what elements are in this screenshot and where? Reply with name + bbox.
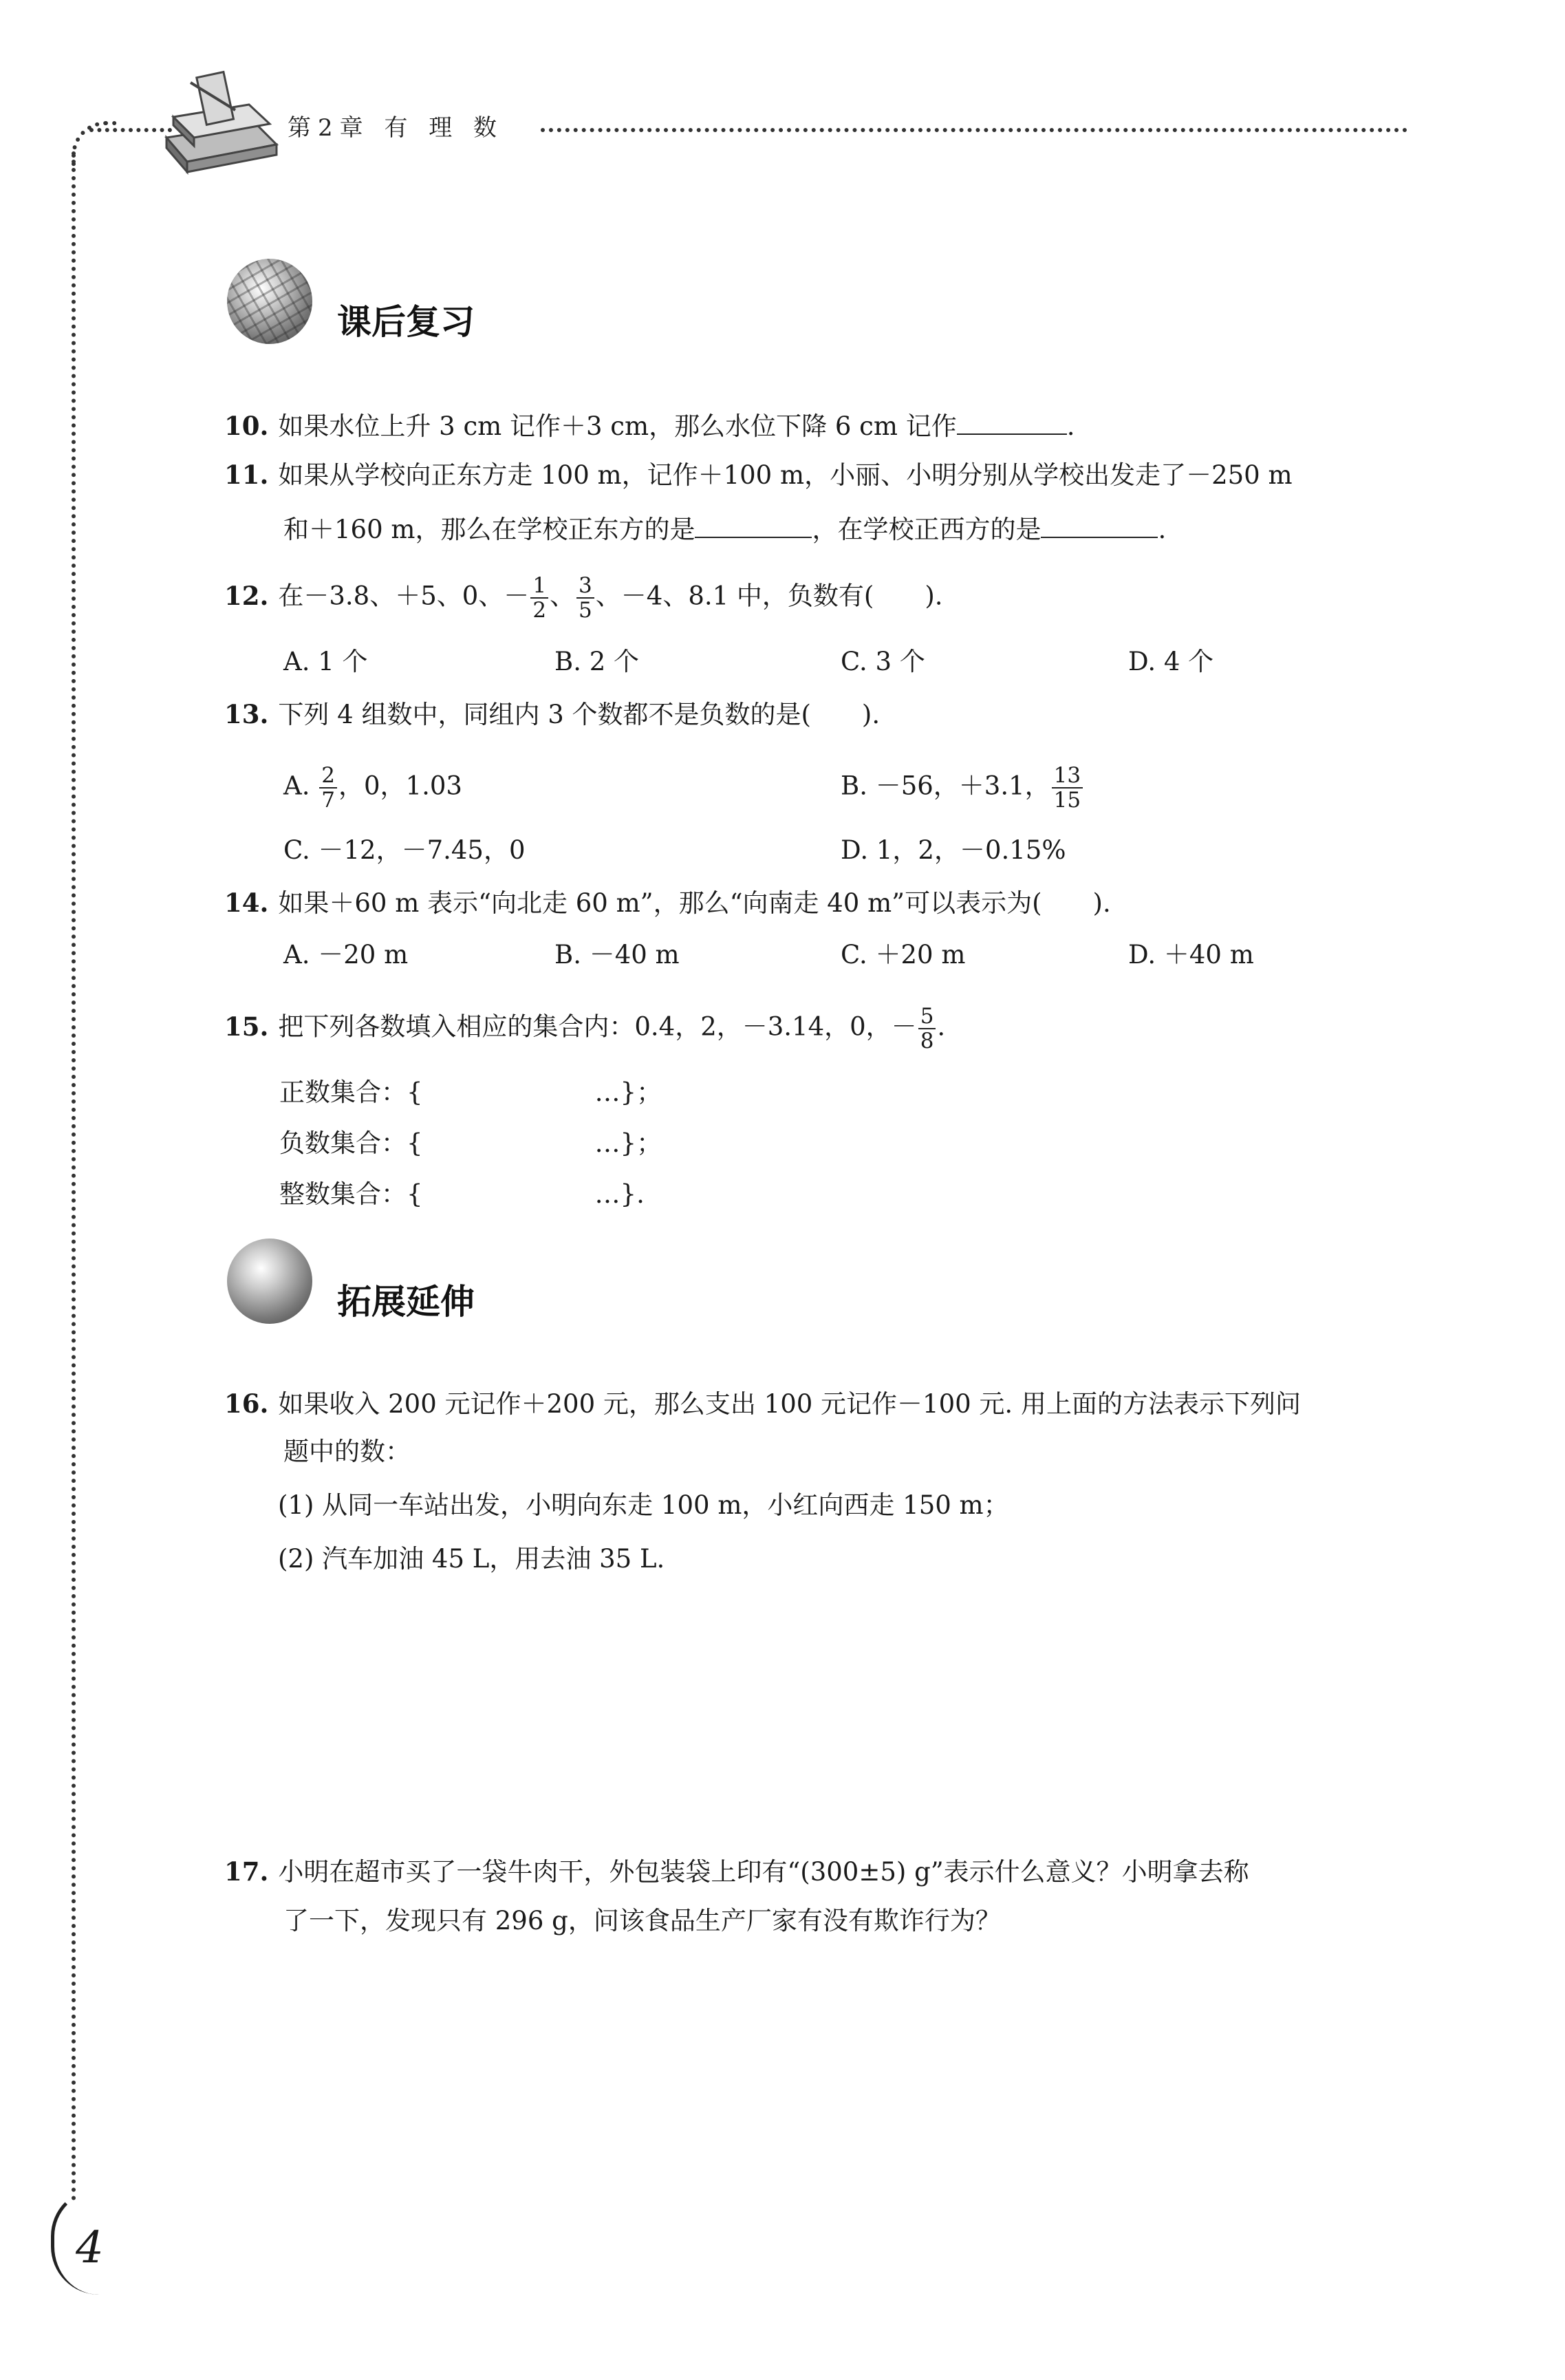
set-label: 整数集合：{ — [279, 1179, 423, 1209]
denominator: 5 — [579, 598, 592, 623]
question-text: 在－3.8、＋5、0、－ — [278, 581, 530, 611]
set-ellipsis: …}； — [594, 1128, 662, 1158]
question-number: 16. — [224, 1389, 269, 1419]
option-a[interactable] — [283, 764, 462, 812]
margin-dotted-corner — [72, 121, 117, 167]
section-globe-icon — [227, 1239, 312, 1324]
section-title-review: 课后复习 — [337, 302, 475, 342]
question-text: 如果收入 200 元记作＋200 元，那么支出 100 元记作－100 元. 用上面的方法表示下列问 — [278, 1389, 1301, 1419]
question-12 — [224, 574, 943, 622]
question-11 — [224, 455, 1293, 495]
option-b[interactable] — [841, 764, 1084, 812]
question-text: 如果水位上升 3 cm 记作＋3 cm，那么水位下降 6 cm 记作 — [278, 411, 957, 441]
denominator: 15 — [1053, 788, 1081, 813]
fraction — [530, 574, 548, 622]
option-d[interactable]: D. 1，2，－0.15% — [841, 835, 1066, 865]
question-number: 10. — [224, 411, 269, 441]
book-stack-logo-icon — [153, 69, 283, 179]
section-title-extension: 拓展延伸 — [337, 1282, 475, 1322]
denominator: 8 — [920, 1029, 934, 1053]
question-text: 和＋160 m，那么在学校正东方的是 — [283, 515, 695, 544]
numerator: 2 — [319, 764, 337, 789]
option-b[interactable]: B. 2 个 — [554, 647, 640, 676]
option-b[interactable]: B. －40 m — [554, 940, 680, 969]
question-14 — [224, 883, 1111, 923]
question-text: 小明在超市买了一袋牛肉干，外包装袋上印有“(300±5) g”表示什么意义？小明拿去称 — [278, 1857, 1249, 1887]
option-c[interactable]: C. ＋20 m — [841, 940, 966, 969]
answer-blank[interactable] — [1041, 509, 1158, 538]
question-15 — [224, 1005, 945, 1053]
fraction — [576, 574, 594, 622]
set-negative — [279, 1124, 662, 1163]
question-number: 11. — [224, 460, 269, 490]
option-a[interactable]: A. －20 m — [283, 940, 409, 969]
numerator: 3 — [576, 574, 594, 599]
option-text: B. －56，＋3.1， — [841, 771, 1050, 801]
question-number: 12. — [224, 580, 269, 611]
question-text: ，在学校正西方的是 — [812, 515, 1041, 544]
sub-question-1: (1) 从同一车站出发，小明向东走 100 m，小红向西走 150 m； — [278, 1490, 1009, 1520]
question-16-line2: 题中的数： — [283, 1437, 411, 1466]
question-text: 下列 4 组数中，同组内 3 个数都不是负数的是( ). — [278, 700, 881, 729]
numerator: 13 — [1052, 764, 1083, 789]
question-13 — [224, 695, 880, 734]
question-text: 、－4、8.1 中，负数有( ). — [595, 581, 943, 611]
question-number: 13. — [224, 699, 269, 729]
set-positive — [279, 1073, 662, 1112]
fraction — [918, 1005, 936, 1053]
answer-blank[interactable] — [695, 509, 812, 538]
question-number: 17. — [224, 1856, 269, 1887]
option-text: ，0，1.03 — [338, 771, 462, 801]
question-text: . — [1158, 515, 1167, 544]
question-text: . — [1066, 411, 1075, 441]
set-label: 负数集合：{ — [279, 1128, 423, 1158]
sub-question-2: (2) 汽车加油 45 L，用去油 35 L. — [278, 1544, 665, 1574]
section-globe-icon — [227, 259, 312, 344]
header-dotted-rule — [541, 128, 1407, 132]
set-label: 正数集合：{ — [279, 1078, 423, 1107]
question-10 — [224, 406, 1075, 446]
option-c[interactable]: C. 3 个 — [841, 647, 925, 676]
question-text: . — [937, 1011, 946, 1042]
numerator: 1 — [530, 574, 548, 599]
question-number: 15. — [224, 1011, 269, 1042]
option-c[interactable]: C. －12，－7.45，0 — [283, 835, 526, 865]
question-text: 如果从学校向正东方走 100 m，记作＋100 m，小丽、小明分别从学校出发走了－250 m — [278, 460, 1293, 490]
page-number: 4 — [76, 2222, 104, 2273]
set-integer — [279, 1175, 645, 1214]
fraction — [319, 764, 337, 812]
denominator: 2 — [532, 598, 547, 623]
set-ellipsis: …}. — [594, 1179, 645, 1209]
option-label: A. — [283, 771, 310, 801]
denominator: 7 — [321, 788, 335, 813]
numerator: 5 — [918, 1005, 936, 1029]
question-number: 14. — [224, 888, 269, 918]
question-16 — [224, 1384, 1301, 1424]
margin-dotted-rule — [72, 151, 76, 2202]
question-text: 如果＋60 m 表示“向北走 60 m”，那么“向南走 40 m”可以表示为( ). — [278, 888, 1111, 918]
fraction — [1052, 764, 1083, 812]
question-17 — [224, 1852, 1249, 1891]
option-a[interactable]: A. 1 个 — [283, 647, 368, 676]
answer-blank[interactable] — [957, 406, 1067, 435]
chapter-header: 第2章 有 理 数 — [288, 114, 504, 142]
question-17-line2: 了一下，发现只有 296 g，问该食品生产厂家有没有欺诈行为？ — [283, 1906, 1001, 1936]
question-text: 把下列各数填入相应的集合内：0.4，2，－3.14，0，－ — [278, 1011, 917, 1042]
option-d[interactable]: D. 4 个 — [1128, 647, 1214, 676]
question-text: 、 — [550, 581, 576, 611]
question-11-line2 — [283, 509, 1166, 549]
set-ellipsis: …}； — [594, 1078, 662, 1107]
option-d[interactable]: D. ＋40 m — [1128, 940, 1254, 969]
